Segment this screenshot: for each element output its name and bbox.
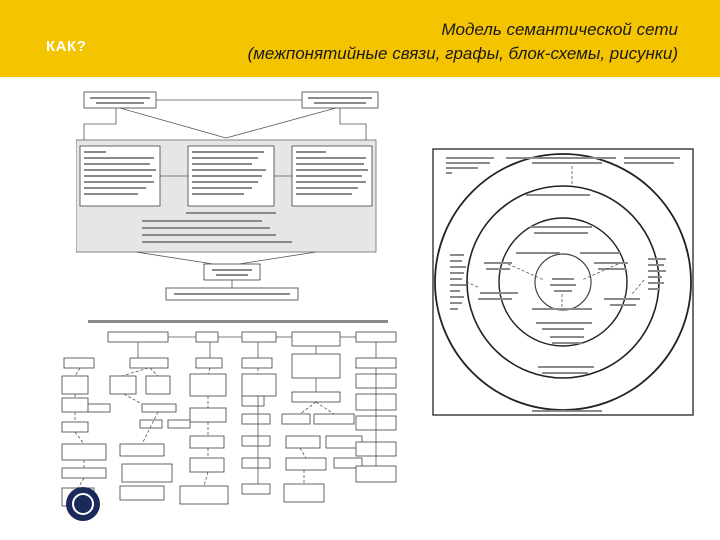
concentric-model-figure [432, 148, 694, 420]
slide-title [248, 18, 678, 66]
section-label: КАК? [46, 38, 87, 55]
slide-title-line2: (межпонятийные связи, графы, блок-схемы, рисунки) [247, 44, 678, 63]
didactic-structure-figure [60, 318, 418, 513]
factors-flowchart-figure [76, 88, 386, 313]
slide-title-line1: Модель семантической сети [441, 20, 678, 39]
university-logo-icon [66, 487, 100, 521]
logo-ring [72, 493, 94, 515]
